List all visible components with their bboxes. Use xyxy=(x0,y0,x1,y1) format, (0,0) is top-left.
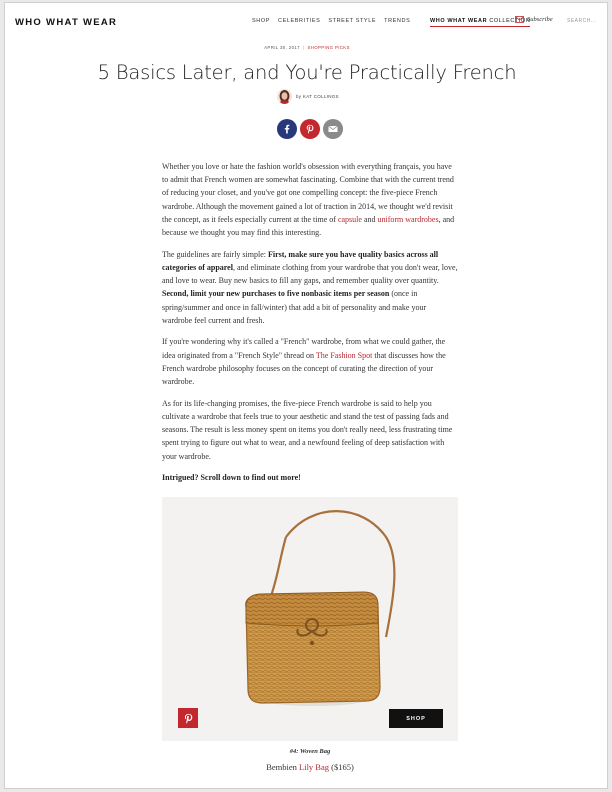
paragraph xyxy=(162,248,458,327)
nav-item-celebrities[interactable]: CELEBRITIES xyxy=(278,18,321,24)
uniform-wardrobes-link[interactable]: uniform wardrobes xyxy=(377,214,439,224)
paragraph xyxy=(162,160,458,239)
product-brand: Bembien xyxy=(266,762,297,772)
paragraph-callout xyxy=(162,471,458,484)
product-line xyxy=(162,762,458,772)
image-caption: #4: Woven Bag xyxy=(289,748,331,755)
email-share-button[interactable] xyxy=(323,119,343,139)
bold-text: Second, limit your new purchases to five nonbasic items per season xyxy=(162,289,390,299)
paragraph xyxy=(162,335,458,388)
subscribe-link[interactable] xyxy=(515,16,553,23)
author-avatar[interactable] xyxy=(277,89,292,104)
product-price: ($165) xyxy=(331,762,354,772)
product-link[interactable]: Lily Bag xyxy=(299,762,329,772)
collection-underline xyxy=(430,26,530,27)
paragraph-text: and xyxy=(361,214,378,224)
collection-brand: WHO WHAT WEAR xyxy=(430,18,488,24)
site-logo[interactable]: WHO WHAT WEAR xyxy=(15,17,118,28)
article-body xyxy=(162,160,458,493)
article-category[interactable]: SHOPPING PICKS xyxy=(307,45,350,50)
nav-item-trends[interactable]: TRENDS xyxy=(384,18,411,24)
pinterest-share-button[interactable] xyxy=(300,119,320,139)
envelope-icon xyxy=(515,16,524,23)
email-icon xyxy=(328,125,338,133)
share-buttons xyxy=(277,119,343,139)
subscribe-label: Subscribe xyxy=(527,16,553,23)
paragraph-text: If you're wondering why it's called a "French" wardrobe, from what we could gather, the idea originated from a "French Style" thread on xyxy=(162,337,446,360)
fashion-spot-link[interactable]: The Fashion Spot xyxy=(315,350,373,360)
article-meta xyxy=(5,45,608,50)
facebook-icon xyxy=(282,124,292,134)
nav-item-street-style[interactable]: STREET STYLE xyxy=(328,18,377,24)
capsule-link[interactable]: capsule xyxy=(337,214,362,224)
paragraph-text: , and eliminate clothing from your wardrobe that you don't wear, love, and love to wear. Buy new basics to fill any gaps, and remember quality over quantity. xyxy=(162,262,458,286)
shop-button[interactable]: SHOP xyxy=(389,709,443,728)
article-title: 5 Basics Later, and You're Practically French xyxy=(97,61,517,84)
pin-image-button[interactable] xyxy=(178,708,198,728)
search-input[interactable]: SEARCH... xyxy=(567,18,597,24)
paragraph-text: The guidelines are fairly simple: xyxy=(162,249,268,259)
collection-label: COLLECTION xyxy=(489,18,531,24)
paragraph-text: , and because we thought you may find this interesting. xyxy=(162,214,455,238)
nav-item-shop[interactable]: SHOP xyxy=(252,18,270,24)
woven-bag-illustration xyxy=(162,497,458,741)
paragraph-text: (once in spring/summer and once in fall/winter) that add a bit of personality and make your wardrobe feel current and fresh. xyxy=(162,289,427,325)
paragraph-text: that discusses how the French wardrobe philosophy focuses on the concept of curating the direction of your wardrobe. xyxy=(162,350,446,387)
top-navigation-bar xyxy=(5,3,608,39)
paragraph: As for its life-changing promises, the five-piece French wardrobe is said to help you cultivate a wardrobe that feels true to your aesthetic and stand the test of passing fads and seasons. The result is less money spent on items you don't really need, less frustrating time spent trying to figure out what to wear, and a newfound feeling of deep satisfaction with your wardrobe. xyxy=(162,398,453,461)
meta-divider: | xyxy=(302,45,305,50)
article-date: APRIL 30, 2017 xyxy=(264,45,300,50)
paragraph-text: Whether you love or hate the fashion world's obsession with everything français, you have to admit that French women are somewhat fascinating. Combine that with the current trend of reducing your closet, and you've got one compelling concept: the five-piece French wardrobe. Although the movement gained a lot of traction in 2014, we thought we'd revisit the concept, as it feels especially current at the time of xyxy=(162,162,454,224)
pinterest-icon xyxy=(183,713,194,724)
main-nav xyxy=(252,18,410,24)
author-name[interactable]: by KAT COLLINGS xyxy=(296,94,339,99)
facebook-share-button[interactable] xyxy=(277,119,297,139)
article-page xyxy=(4,2,608,789)
product-image[interactable] xyxy=(162,497,458,741)
byline xyxy=(277,89,339,104)
bold-text: Intrigued? Scroll down to find out more! xyxy=(162,473,301,483)
pinterest-icon xyxy=(305,124,315,134)
bold-text: First, make sure you have quality basics across all categories of apparel xyxy=(162,249,439,272)
